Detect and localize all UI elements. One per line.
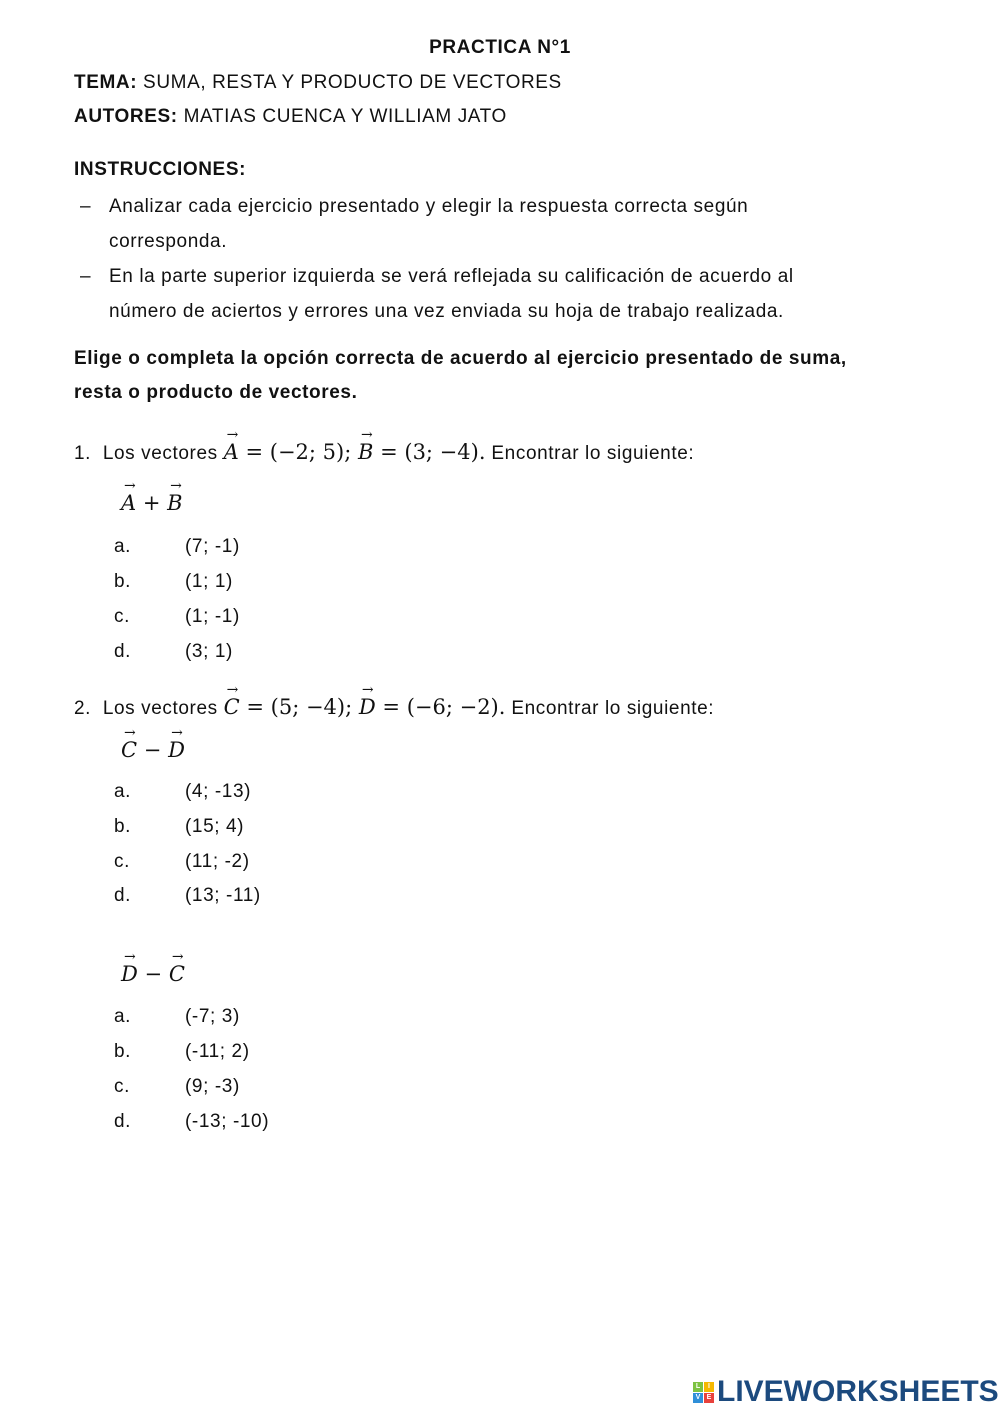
- q2b-option-a[interactable]: [114, 1006, 240, 1028]
- operator: −: [144, 962, 163, 986]
- q1-option-a[interactable]: [114, 536, 240, 558]
- option-letter: b.: [114, 571, 132, 592]
- option-value: (11; -2): [185, 851, 250, 872]
- expression-d-minus-c: [121, 962, 185, 986]
- vector-a-value: = (−2; 5);: [245, 440, 352, 464]
- page-title: PRACTICA N°1: [429, 37, 571, 58]
- autores-line: [74, 106, 507, 128]
- option-letter: a.: [114, 781, 132, 802]
- autores-value: MATIAS CUENCA Y WILLIAM JATO: [183, 106, 507, 127]
- q2b-option-c[interactable]: [114, 1076, 240, 1098]
- prompt-line2: resta o producto de vectores.: [74, 382, 358, 403]
- option-value: (1; 1): [185, 571, 233, 592]
- option-letter: c.: [114, 606, 130, 627]
- q2b-option-d[interactable]: [114, 1111, 269, 1133]
- logo-cube: I: [704, 1382, 714, 1392]
- q1-option-c[interactable]: [114, 606, 240, 628]
- option-value: (-11; 2): [185, 1041, 250, 1062]
- vector-b: → B: [358, 440, 373, 464]
- logo-cube: E: [704, 1393, 714, 1403]
- question-number: 1.: [74, 443, 92, 464]
- option-value: (9; -3): [185, 1076, 240, 1097]
- q2a-option-a[interactable]: [114, 781, 251, 803]
- tema-label: TEMA:: [74, 72, 138, 93]
- option-value: (4; -13): [185, 781, 252, 802]
- vector-a: → A: [121, 491, 136, 515]
- vector-d-value: = (−6; −2).: [382, 695, 506, 719]
- bullet-dash: –: [80, 196, 92, 217]
- option-letter: b.: [114, 1041, 132, 1062]
- vector-c: → C: [121, 738, 137, 762]
- instruction-1-line2: corresponda.: [109, 231, 228, 252]
- q2a-option-d[interactable]: [114, 885, 261, 907]
- question-intro: Los vectores: [102, 698, 218, 719]
- option-letter: a.: [114, 536, 132, 557]
- vector-d: → D: [359, 695, 376, 719]
- question-2: [74, 695, 714, 720]
- option-letter: d.: [114, 885, 132, 906]
- logo-cube: L: [693, 1382, 703, 1392]
- prompt-line1: Elige o completa la opción correcta de acuerdo al ejercicio presentado de suma,: [74, 348, 847, 369]
- vector-c: → C: [169, 962, 185, 986]
- option-letter: d.: [114, 1111, 132, 1132]
- instruction-1-line1: Analizar cada ejercicio presentado y elegir la respuesta correcta según: [109, 196, 749, 217]
- q1-option-d[interactable]: [114, 641, 233, 663]
- question-1: [74, 440, 694, 465]
- tema-line: [74, 72, 562, 94]
- q2a-option-c[interactable]: [114, 851, 250, 873]
- vector-c-value: = (5; −4);: [246, 695, 353, 719]
- option-value: (7; -1): [185, 536, 240, 557]
- vector-c: → C: [224, 695, 240, 719]
- option-value: (15; 4): [185, 816, 245, 837]
- autores-label: AUTORES:: [74, 106, 178, 127]
- operator: −: [143, 738, 162, 762]
- option-value: (13; -11): [185, 885, 261, 906]
- instruction-2-line2: número de aciertos y errores una vez enviada su hoja de trabajo realizada.: [109, 301, 784, 322]
- option-letter: c.: [114, 851, 130, 872]
- option-letter: d.: [114, 641, 132, 662]
- option-letter: a.: [114, 1006, 132, 1027]
- operator: +: [142, 491, 161, 515]
- q2b-option-b[interactable]: [114, 1041, 250, 1063]
- q2a-option-b[interactable]: [114, 816, 244, 838]
- expression-c-minus-d: [121, 738, 185, 762]
- tema-value: SUMA, RESTA Y PRODUCTO DE VECTORES: [143, 72, 562, 93]
- vector-d: → D: [121, 962, 138, 986]
- expression-a-plus-b: [121, 491, 183, 515]
- option-value: (3; 1): [185, 641, 233, 662]
- bullet-dash: –: [80, 266, 92, 287]
- question-tail: Encontrar lo siguiente:: [511, 698, 715, 719]
- option-letter: c.: [114, 1076, 130, 1097]
- logo-cube: V: [693, 1393, 703, 1403]
- vector-b: → B: [167, 491, 182, 515]
- option-value: (1; -1): [185, 606, 240, 627]
- instruction-2-line1: En la parte superior izquierda se verá reflejada su calificación de acuerdo al: [109, 266, 794, 287]
- vector-a: → A: [224, 440, 239, 464]
- option-value: (-13; -10): [185, 1111, 270, 1132]
- liveworksheets-logo: [693, 1375, 999, 1409]
- option-letter: b.: [114, 816, 132, 837]
- q1-option-b[interactable]: [114, 571, 233, 593]
- logo-text: LIVEWORKSHEETS: [717, 1375, 999, 1408]
- vector-d: → D: [168, 738, 185, 762]
- logo-cubes-icon: [693, 1382, 714, 1403]
- question-number: 2.: [74, 698, 92, 719]
- instructions-heading: INSTRUCCIONES:: [74, 159, 247, 180]
- question-intro: Los vectores: [102, 443, 218, 464]
- question-tail: Encontrar lo siguiente:: [491, 443, 695, 464]
- vector-b-value: = (3; −4).: [380, 440, 486, 464]
- option-value: (-7; 3): [185, 1006, 240, 1027]
